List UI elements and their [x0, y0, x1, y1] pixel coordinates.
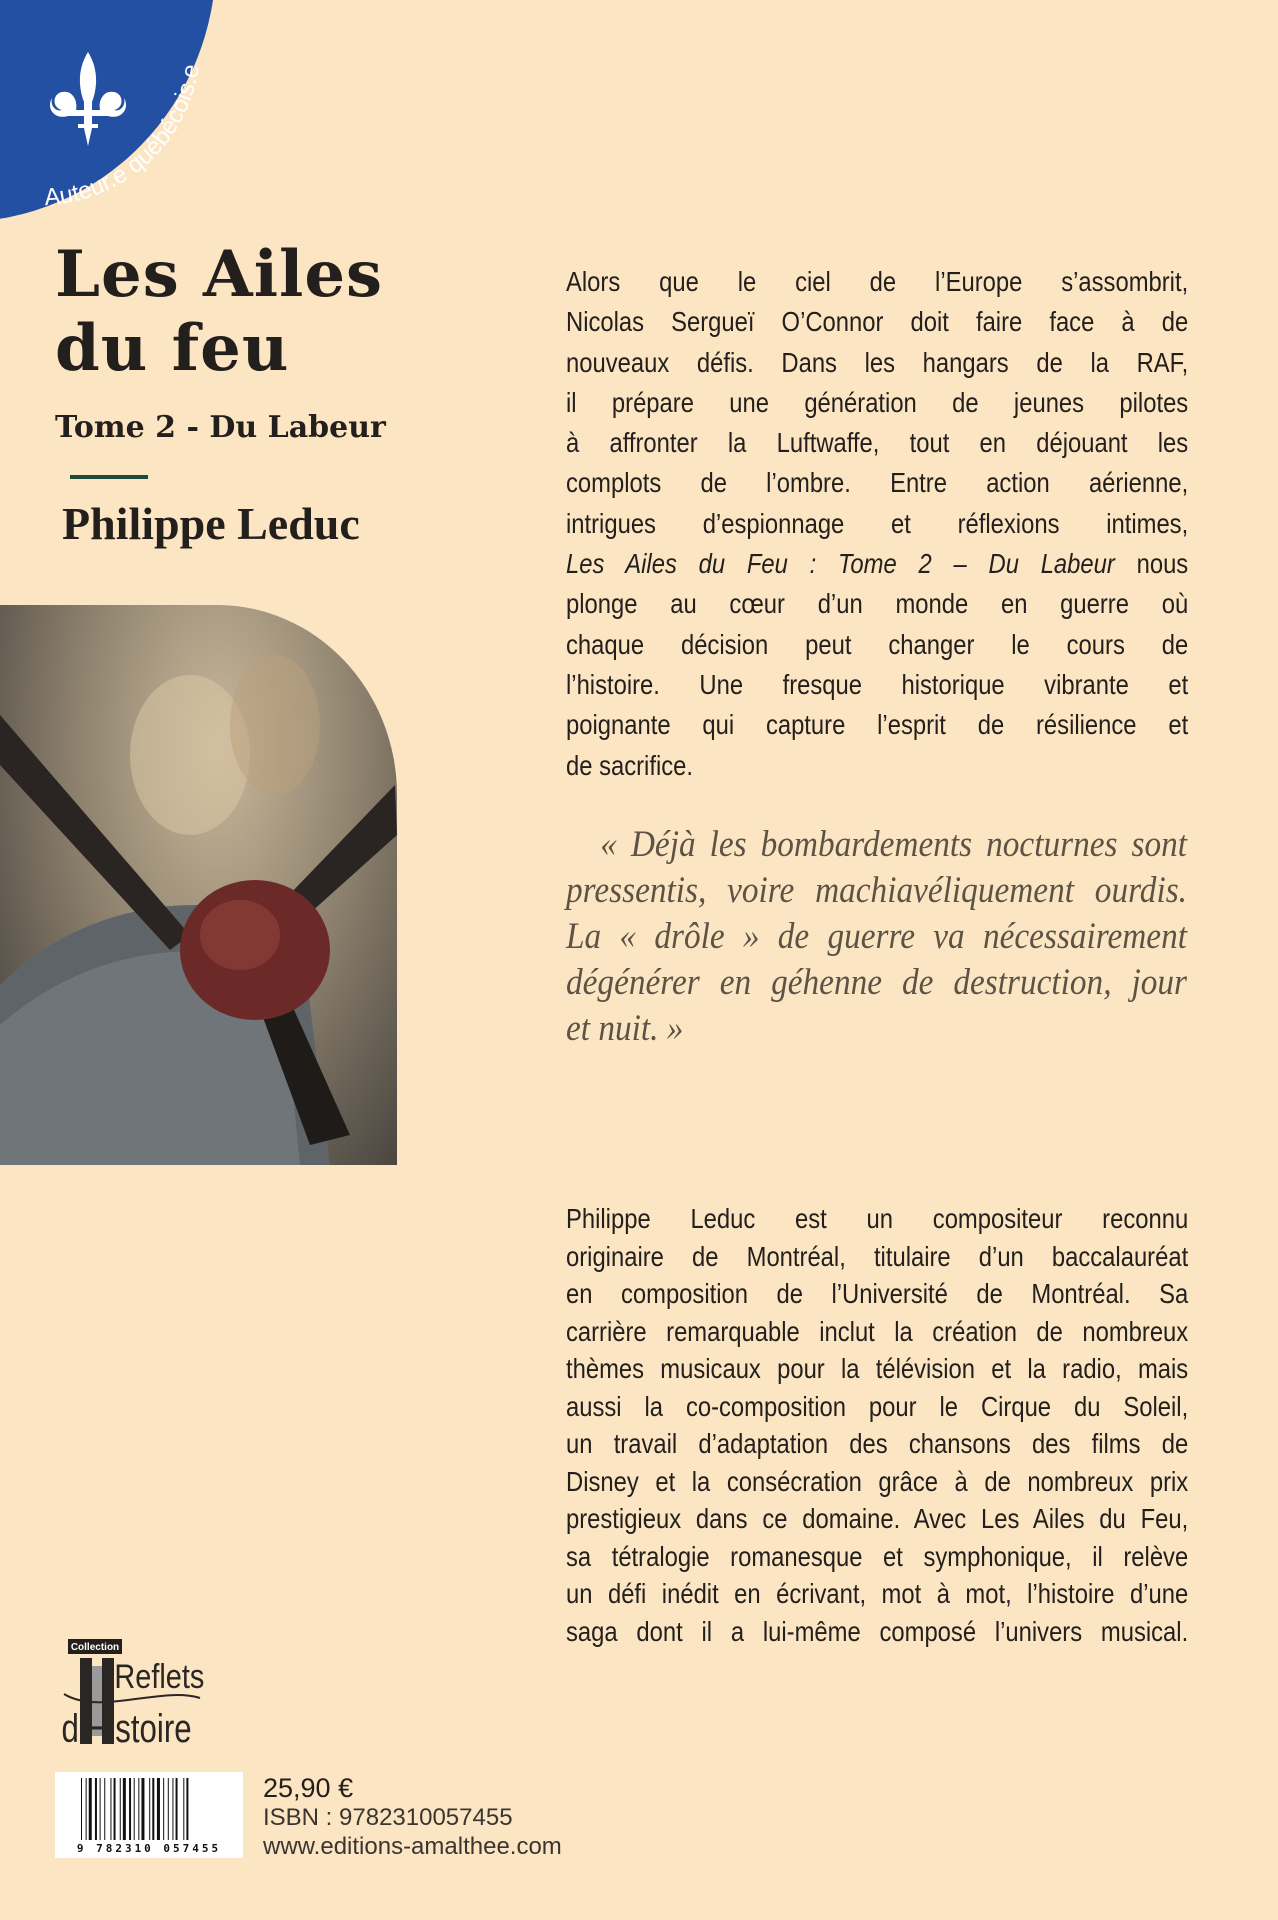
blurb-line: nouveaux défis. Dans les hangars de la RAF, [566, 346, 1189, 378]
blurb-line: l’histoire. Une fresque historique vibrante et [566, 668, 1189, 700]
bio-line: Disney et la consécration grâce à de nombreux prix [566, 1465, 1189, 1497]
bio-line: Philippe Leduc est un compositeur reconnu [566, 1203, 1189, 1234]
barcode-bar [134, 1778, 135, 1840]
blurb-line: poignante qui capture l’esprit de résilience et [566, 709, 1189, 741]
barcode-bar [110, 1778, 111, 1840]
svg-text:9 782310 057455: 9 782310 057455 [76, 1842, 222, 1855]
svg-text:d’Histoire: d’Histoire [61, 1706, 192, 1748]
blurb-line: plonge au cœur d’un monde en guerre où [566, 588, 1189, 620]
price-info [263, 1774, 562, 1861]
svg-text:Auteur.e québécois.e: Auteur.e québécois.e [43, 62, 206, 212]
quote-line: et nuit. » [566, 1008, 684, 1049]
pull-quote [566, 822, 1188, 1052]
quote-line: dégénérer en géhenne de destruction, jour [566, 962, 1187, 1003]
svg-text:Reflets: Reflets [114, 1656, 205, 1696]
barcode-bar [168, 1778, 169, 1840]
bio-line: originaire de Montréal, titulaire d’un baccalauréat [566, 1240, 1189, 1272]
barcode-bar [104, 1778, 105, 1840]
bio-line: en composition de l’Université de Montréal. Sa [566, 1278, 1189, 1309]
blurb-line: à affronter la Luftwaffe, tout en déjouant les [566, 427, 1189, 459]
bio-line: carrière remarquable inclut la création de nombreux [566, 1315, 1189, 1347]
barcode-bar [81, 1778, 82, 1840]
author-bio [566, 1200, 1188, 1650]
isbn: ISBN : 9782310057455 [263, 1804, 513, 1831]
bio-line: un défi inédit en écrivant, mot à mot, l’histoire d’une [566, 1578, 1189, 1609]
bio-line: aussi la co-composition pour le Cirque du Soleil, [566, 1390, 1189, 1422]
blurb-paragraph [566, 262, 1188, 786]
barcode-bar [141, 1778, 144, 1840]
publisher-website[interactable]: www.editions-amalthee.com [263, 1833, 562, 1860]
bio-line: prestigieux dans ce domaine. Avec Les Ailes du Feu, [566, 1503, 1189, 1534]
badge-text [0, 0, 230, 230]
quote-line: « Déjà les bombardements nocturnes sont [600, 824, 1187, 865]
blurb-line: il prépare une génération de jeunes pilotes [566, 386, 1189, 418]
barcode-bar [120, 1778, 121, 1840]
barcode-bar [176, 1778, 178, 1840]
quote-line: pressentis, voire machiavéliquement ourdis. [566, 870, 1187, 911]
blurb-line: Alors que le ciel de l’Europe s’assombrit, [566, 266, 1189, 297]
bio-line: un travail d’adaptation des chansons des films de [566, 1428, 1189, 1459]
blurb-line-end: nous [1136, 548, 1189, 580]
barcode-bar [186, 1778, 188, 1840]
svg-text:Collection: Collection [70, 1642, 120, 1653]
barcode-bar [157, 1778, 160, 1840]
bio-line: saga dont il a lui-même composé l’univers musical. [566, 1615, 1189, 1647]
author-name: Philippe Leduc [62, 498, 360, 549]
collection-logo [60, 1636, 210, 1748]
barcode-bar [95, 1778, 97, 1840]
barcode-bar [86, 1778, 87, 1840]
blurb-line: de sacrifice. [566, 749, 693, 781]
blurb-line: chaque décision peut changer le cours de [566, 628, 1189, 660]
accent-divider [70, 475, 148, 479]
quote-line: La « drôle » de guerre va nécessairement [566, 916, 1187, 957]
barcode-bar [183, 1778, 184, 1840]
barcode-bar [152, 1778, 154, 1840]
barcode-bar [149, 1778, 150, 1840]
price: 25,90 € [263, 1773, 354, 1803]
title-line: Les Ailes [55, 237, 384, 312]
barcode-bar [123, 1778, 126, 1840]
barcode-bar [163, 1778, 164, 1840]
book-title [55, 238, 383, 386]
bio-line: sa tétralogie romanesque et symphonique, il relève [566, 1540, 1189, 1572]
barcode-bar [89, 1778, 92, 1840]
title-line: du feu [55, 311, 290, 386]
propeller-plane-illustration [0, 605, 397, 1165]
book-subtitle: Tome 2 - Du Labeur [55, 410, 386, 445]
barcode-bar [129, 1778, 131, 1840]
bio-line: thèmes musicaux pour la télévision et la radio, mais [566, 1353, 1189, 1384]
barcode-bar [100, 1778, 101, 1840]
blurb-line: Nicolas Sergueï O’Connor doit faire face à de [566, 306, 1189, 338]
barcode-bar [172, 1778, 173, 1840]
blurb-line [566, 544, 1188, 584]
blurb-line: complots de l’ombre. Entre action aérienne, [566, 467, 1189, 499]
isbn-barcode [55, 1772, 243, 1858]
cover-illustration [0, 605, 397, 1165]
italic-book-title: Les Ailes du Feu : Tome 2 – Du Labeur [566, 548, 1115, 580]
barcode-bar [114, 1778, 116, 1840]
barcode-bar [138, 1778, 139, 1840]
blurb-line: intrigues d’espionnage et réflexions intimes, [566, 507, 1189, 539]
